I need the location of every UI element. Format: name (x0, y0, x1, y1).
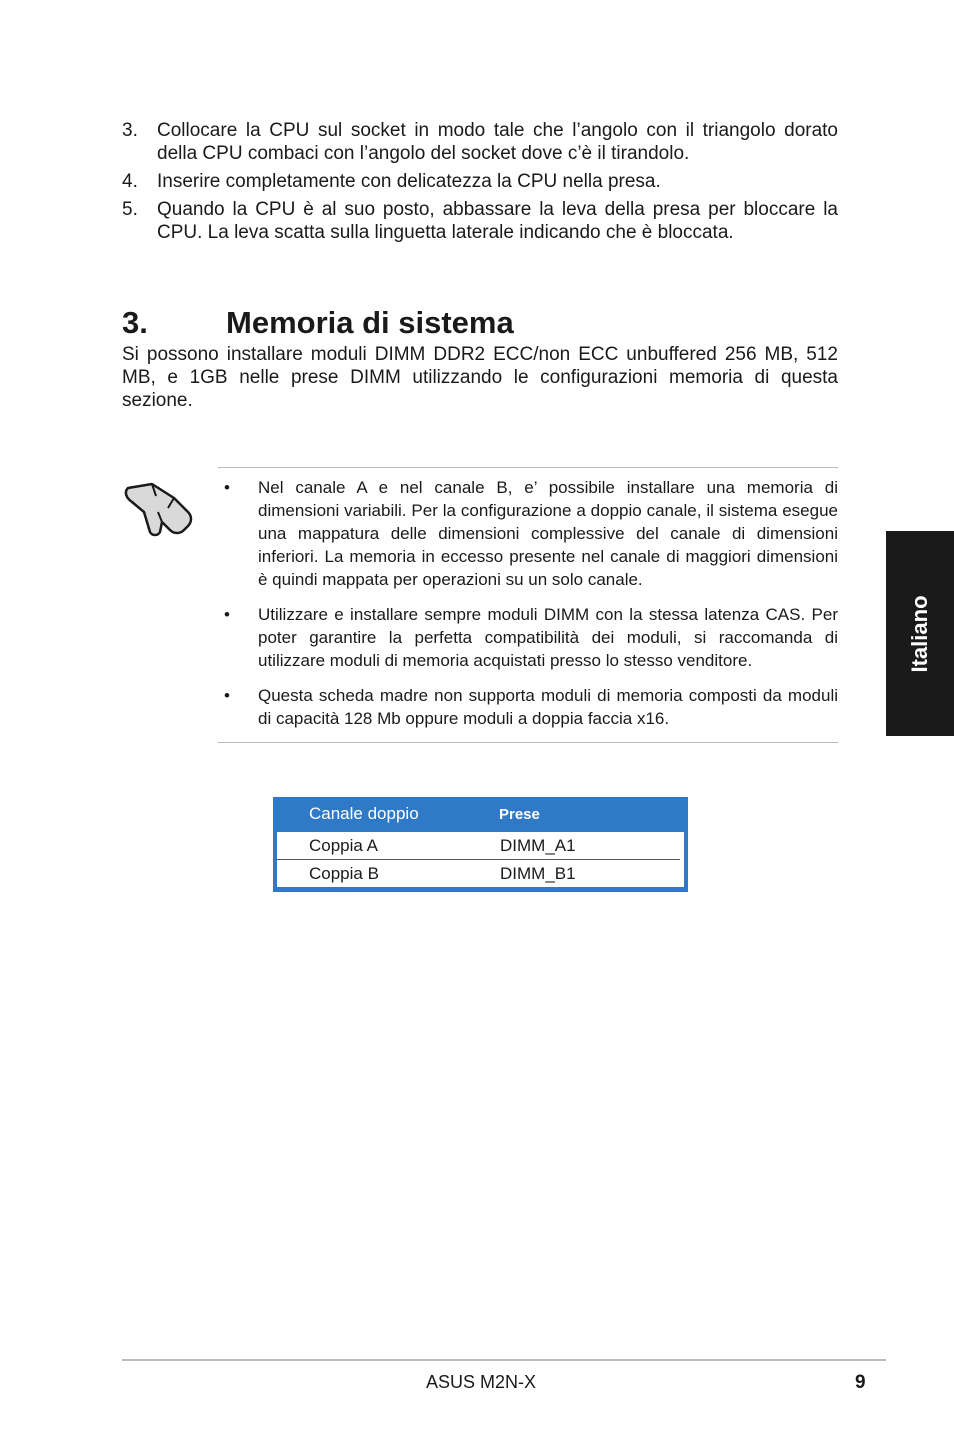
note-bullet-text: Nel canale A e nel canale B, e’ possibile installare una memoria di dimensioni variabili. Per la configurazione a doppio canale, il sistema esegue una mappatura delle dimensioni complessive del canale di dimensioni inferiori. La memoria in eccesso presente nel canale di maggiori dimensioni è quindi mappata per operazioni su un solo canale. (258, 478, 838, 589)
step-text: Collocare la CPU sul socket in modo tale che l’angolo con il triangolo dorato della CPU combaci con l’angolo del socket dove c’è il tirandolo. (157, 120, 838, 164)
step-text: Inserire completamente con delicatezza la CPU nella presa. (157, 171, 661, 192)
note-bullet (218, 603, 838, 672)
section-title: Memoria di sistema (226, 305, 514, 340)
footer-model: ASUS M2N-X (426, 1372, 537, 1392)
table-row (277, 832, 680, 860)
bullet-symbol: • (224, 478, 230, 497)
step-item (122, 119, 838, 165)
language-tab (886, 531, 954, 736)
table-cell: DIMM_A1 (500, 836, 576, 855)
footer-divider (122, 1359, 886, 1361)
note-bullet-text: Questa scheda madre non supporta moduli di memoria composti da moduli di capacità 128 Mb oppure moduli a doppia faccia x16. (258, 686, 838, 728)
note-box (218, 467, 838, 743)
note-bullet-text: Utilizzare e installare sempre moduli DIMM con la stessa latenza CAS. Per poter garantire la perfetta compatibilità dei moduli, si raccomanda di utilizzare moduli di memoria acquistati presso lo stesso venditore. (258, 605, 838, 670)
page-number: 9 (855, 1372, 866, 1393)
header-channel: Canale doppio (309, 804, 419, 823)
step-text: Quando la CPU è al suo posto, abbassare la leva della presa per bloccare la CPU. La leva scatta sulla linguetta laterale indicando che è bloccata. (157, 199, 838, 243)
pointing-hand-icon (122, 472, 196, 538)
step-item (122, 170, 838, 193)
step-number: 3. (122, 120, 138, 141)
bullet-symbol: • (224, 686, 230, 705)
table-cell: Coppia A (309, 836, 378, 855)
section-number: 3. (122, 305, 148, 340)
table-cell: Coppia B (309, 864, 379, 883)
dimm-table (273, 797, 688, 892)
language-tab-label: Italiano (907, 594, 932, 673)
note-bullet (218, 476, 838, 591)
table-cell: DIMM_B1 (500, 864, 576, 883)
step-number: 4. (122, 171, 138, 192)
note-bullet (218, 684, 838, 730)
section-heading (122, 303, 514, 343)
bullet-symbol: • (224, 605, 230, 624)
step-item (122, 198, 838, 244)
table-row (277, 860, 680, 887)
table-header (273, 797, 688, 832)
step-number: 5. (122, 199, 138, 220)
section-intro: Si possono installare moduli DIMM DDR2 ECC/non ECC unbuffered 256 MB, 512 MB, e 1GB nelle prese DIMM utilizzando le configurazioni memoria di questa sezione. (122, 344, 838, 411)
installation-steps (122, 119, 838, 249)
header-slots: Prese (499, 806, 540, 823)
